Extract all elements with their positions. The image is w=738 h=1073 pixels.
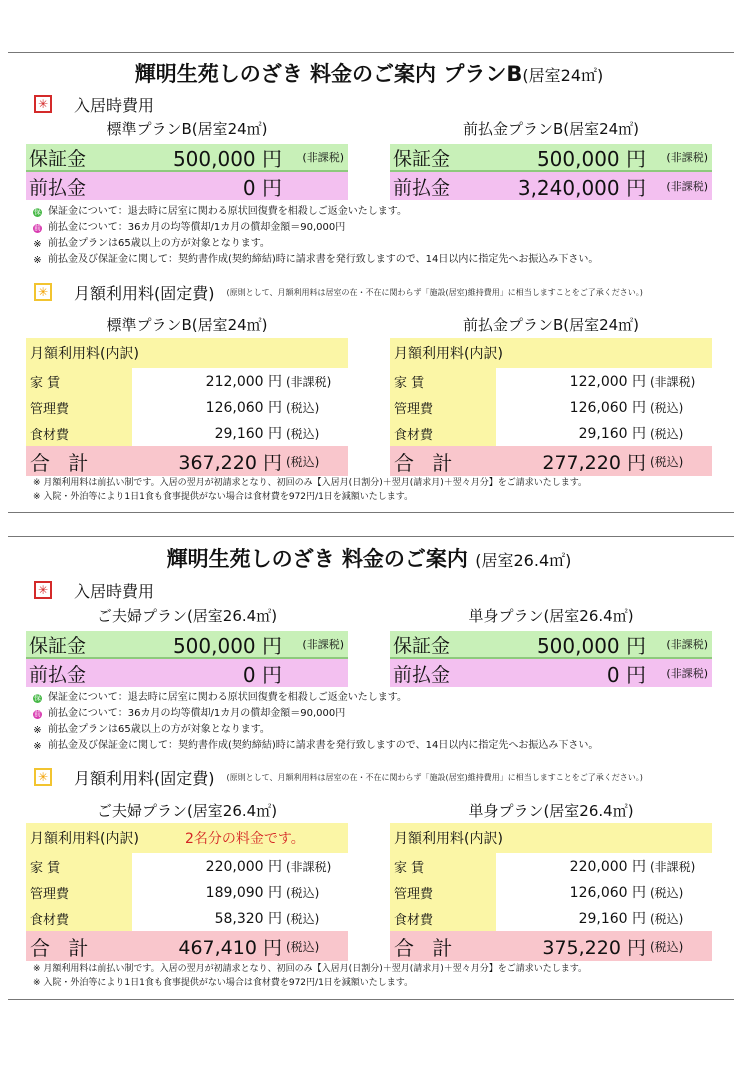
row-amount: 212,000 円 <box>205 374 282 390</box>
title-main: 輝明生苑しのざき 料金のご案内 プランB <box>134 62 523 86</box>
row-tax: (税込) <box>650 911 684 926</box>
monthly-header <box>390 823 712 853</box>
prepaid-row <box>390 659 712 687</box>
row-tax: (非課税) <box>666 180 708 193</box>
total-label: 合 計 <box>30 450 95 475</box>
table-row <box>390 420 712 446</box>
total-amount: 277,220 円 <box>542 451 646 474</box>
row-label: 管理費 <box>390 394 496 420</box>
footnote: ※ 月額利用料は前払い制です。入居の翌月が初請求となり、初回のみ【入居月(日割分)＋翌月(請求月)＋翌々月分】をご請求いたします。 <box>33 964 588 974</box>
heading-label: 月額利用料(固定費) <box>74 768 215 788</box>
row-tax: (非課税) <box>286 859 332 874</box>
divider <box>8 52 734 53</box>
header-label: 月額利用料(内訳) <box>394 831 503 847</box>
row-label: 保証金 <box>29 147 87 170</box>
table-row <box>390 394 712 420</box>
note-text: 前払金について：36カ月の均等償却/1カ月の償却金額＝90,000円 <box>48 222 346 233</box>
row-label: 家 賃 <box>26 853 132 879</box>
row-label: 家 賃 <box>390 368 496 394</box>
row-amount: 126,060 円 <box>569 400 646 416</box>
monthly-caption-left: 標準プランB(居室24㎡) <box>106 316 268 334</box>
row-amount: 500,000 円 <box>172 633 282 658</box>
plan-caption-left: 標準プランB(居室24㎡) <box>106 120 268 138</box>
row-tax: (税込) <box>286 885 320 900</box>
table-row <box>26 853 348 879</box>
total-amount: 375,220 円 <box>542 936 646 959</box>
total-amount: 467,410 円 <box>178 936 282 959</box>
row-label: 管理費 <box>26 394 132 420</box>
table-row <box>390 905 712 931</box>
row-label: 食材費 <box>390 420 496 446</box>
row-amount: 29,160 円 <box>578 426 646 442</box>
row-tax: (非課税) <box>650 859 696 874</box>
note-line <box>33 252 598 268</box>
deposit-row <box>390 631 712 659</box>
heading-note: (原則として、月額利用料は居室の在・不在に関わらず「施設(居室)維持費用」に相当しますことをご了承ください。) <box>226 772 643 782</box>
plan-caption-right: 単身プラン(居室26.4㎡) <box>468 607 634 625</box>
note-mark: ※ <box>33 724 42 736</box>
monthly-footnotes <box>33 962 587 990</box>
table-row <box>26 420 348 446</box>
row-label: 食材費 <box>26 905 132 931</box>
row-label: 家 賃 <box>26 368 132 394</box>
row-tax: (税込) <box>286 426 320 441</box>
heading-note: (原則として、月額利用料は居室の在・不在に関わらず「施設(居室)維持費用」に相当しますことをご了承ください。) <box>226 287 643 297</box>
note-line <box>33 220 598 236</box>
monthly-caption-right: 単身プラン(居室26.4㎡) <box>468 802 634 820</box>
note-line <box>33 236 598 252</box>
note-line <box>33 204 598 220</box>
note-text: 前払金プランは65歳以上の方が対象となります。 <box>48 238 270 249</box>
row-tax: (非課税) <box>302 151 344 164</box>
row-label: 前払金 <box>29 176 87 199</box>
row-amount: 189,090 円 <box>205 885 282 901</box>
title-sub: (居室24㎡) <box>522 66 604 85</box>
row-label: 食材費 <box>390 905 496 931</box>
divider <box>8 536 734 537</box>
asterisk-box-icon: ✳ <box>34 95 52 113</box>
entry-fee-table-left <box>26 631 348 687</box>
entry-fee-table-left <box>26 144 348 200</box>
total-row <box>390 931 712 961</box>
note-text: 保証金について：退去時に居室に関わる原状回復費を相殺しご返金いたします。 <box>48 206 407 217</box>
total-row <box>390 446 712 476</box>
total-row <box>26 931 348 961</box>
note-line <box>33 706 598 722</box>
row-amount: 500,000 円 <box>536 633 646 658</box>
note-line <box>33 690 598 706</box>
row-tax: (非課税) <box>302 638 344 651</box>
prepaid-mark-icon: 前 <box>34 223 41 232</box>
table-row <box>390 853 712 879</box>
row-amount: 0 円 <box>242 662 282 687</box>
heading-label: 月額利用料(固定費) <box>74 283 215 303</box>
table-row <box>26 905 348 931</box>
deposit-row <box>26 144 348 172</box>
total-label: 合 計 <box>394 935 459 960</box>
table-row <box>26 394 348 420</box>
monthly-fee-heading <box>34 281 643 303</box>
row-amount: 500,000 円 <box>172 146 282 171</box>
title-main: 輝明生苑しのざき 料金のご案内 <box>166 547 468 571</box>
row-label: 保証金 <box>29 634 87 657</box>
plan-caption-right: 前払金プランB(居室24㎡) <box>462 120 640 138</box>
row-tax: (非課税) <box>650 374 696 389</box>
monthly-header <box>26 338 348 368</box>
monthly-caption-left: ご夫婦プラン(居室26.4㎡) <box>96 802 278 820</box>
divider <box>8 999 734 1000</box>
row-label: 前払金 <box>393 663 451 686</box>
header-label: 月額利用料(内訳) <box>394 346 503 362</box>
row-amount: 3,240,000 円 <box>517 175 646 200</box>
table-row <box>26 368 348 394</box>
note-line <box>33 738 598 754</box>
row-tax: (非課税) <box>666 667 708 680</box>
title-sub: (居室26.4㎡) <box>475 551 572 570</box>
footnote: ※ 入院・外泊等により1日1食も食事提供がない場合は食材費を972円/1日を減額いたします。 <box>33 492 414 502</box>
total-row <box>26 446 348 476</box>
deposit-row <box>390 144 712 172</box>
footnote: ※ 入院・外泊等により1日1食も食事提供がない場合は食材費を972円/1日を減額いたします。 <box>33 978 414 988</box>
entry-fee-table-right <box>390 631 712 687</box>
monthly-table-right <box>390 822 712 961</box>
monthly-header <box>26 823 348 853</box>
section2-title <box>0 543 738 573</box>
row-amount: 122,000 円 <box>569 374 646 390</box>
row-amount: 126,060 円 <box>205 400 282 416</box>
note-text: 前払金及び保証金に関して：契約書作成(契約締結)時に請求書を発行致しますので、14日以内に指定先へお振込み下さい。 <box>48 254 599 265</box>
row-tax: (税込) <box>650 885 684 900</box>
row-amount: 0 円 <box>242 175 282 200</box>
header-highlight: 2名分の料金です。 <box>184 831 305 847</box>
prepaid-row <box>390 172 712 200</box>
note-line <box>33 722 598 738</box>
row-amount: 58,320 円 <box>214 911 282 927</box>
note-mark: ※ <box>33 740 42 752</box>
note-text: 前払金プランは65歳以上の方が対象となります。 <box>48 724 270 735</box>
heading-label: 入居時費用 <box>74 581 155 601</box>
total-tax: (税込) <box>286 454 320 469</box>
row-label: 食材費 <box>26 420 132 446</box>
row-amount: 500,000 円 <box>536 146 646 171</box>
table-row <box>390 879 712 905</box>
section1-title <box>0 58 738 88</box>
monthly-table-right <box>390 337 712 476</box>
header-label: 月額利用料(内訳) <box>30 346 139 362</box>
divider <box>8 512 734 513</box>
note-mark: ※ <box>33 238 42 250</box>
footnote: ※ 月額利用料は前払い制です。入居の翌月が初請求となり、初回のみ【入居月(日割分)＋翌月(請求月)＋翌々月分】をご請求いたします。 <box>33 478 588 488</box>
total-amount: 367,220 円 <box>178 451 282 474</box>
entry-notes <box>33 690 598 754</box>
row-tax: (税込) <box>286 400 320 415</box>
monthly-table-left <box>26 822 348 961</box>
row-label: 管理費 <box>26 879 132 905</box>
monthly-fee-heading <box>34 766 643 788</box>
note-text: 保証金について：退去時に居室に関わる原状回復費を相殺しご返金いたします。 <box>48 692 407 703</box>
entry-fee-table-right <box>390 144 712 200</box>
asterisk-box-icon: ✳ <box>34 768 52 786</box>
row-tax: (税込) <box>286 911 320 926</box>
total-label: 合 計 <box>394 450 459 475</box>
row-tax: (非課税) <box>286 374 332 389</box>
asterisk-box-icon: ✳ <box>34 581 52 599</box>
row-tax: (税込) <box>650 400 684 415</box>
row-amount: 29,160 円 <box>578 911 646 927</box>
prepaid-mark-icon: 前 <box>34 709 41 718</box>
prepaid-row <box>26 172 348 200</box>
monthly-caption-right: 前払金プランB(居室24㎡) <box>462 316 640 334</box>
note-mark: ※ <box>33 254 42 266</box>
row-label: 前払金 <box>29 663 87 686</box>
total-label: 合 計 <box>30 935 95 960</box>
row-label: 管理費 <box>390 879 496 905</box>
note-text: 前払金について：36カ月の均等償却/1カ月の償却金額＝90,000円 <box>48 708 346 719</box>
row-amount: 220,000 円 <box>205 859 282 875</box>
entry-notes <box>33 204 598 268</box>
row-tax: (税込) <box>650 426 684 441</box>
entry-fee-heading <box>34 579 154 601</box>
row-label: 保証金 <box>393 634 451 657</box>
row-tax: (非課税) <box>666 151 708 164</box>
total-tax: (税込) <box>286 939 320 954</box>
deposit-mark-icon: 保 <box>34 207 41 216</box>
row-label: 前払金 <box>393 176 451 199</box>
heading-label: 入居時費用 <box>74 95 155 115</box>
monthly-table-left <box>26 337 348 476</box>
row-label: 家 賃 <box>390 853 496 879</box>
table-row <box>26 879 348 905</box>
prepaid-row <box>26 659 348 687</box>
row-amount: 0 円 <box>606 662 646 687</box>
row-amount: 220,000 円 <box>569 859 646 875</box>
deposit-mark-icon: 保 <box>34 693 41 702</box>
note-text: 前払金及び保証金に関して：契約書作成(契約締結)時に請求書を発行致しますので、14日以内に指定先へお振込み下さい。 <box>48 740 599 751</box>
monthly-footnotes <box>33 476 587 504</box>
row-amount: 126,060 円 <box>569 885 646 901</box>
deposit-row <box>26 631 348 659</box>
row-label: 保証金 <box>393 147 451 170</box>
total-tax: (税込) <box>650 454 684 469</box>
total-tax: (税込) <box>650 939 684 954</box>
row-amount: 29,160 円 <box>214 426 282 442</box>
entry-fee-heading <box>34 93 154 115</box>
plan-caption-left: ご夫婦プラン(居室26.4㎡) <box>96 607 278 625</box>
monthly-header <box>390 338 712 368</box>
header-label: 月額利用料(内訳) <box>30 831 139 847</box>
asterisk-box-icon: ✳ <box>34 283 52 301</box>
row-tax: (非課税) <box>666 638 708 651</box>
table-row <box>390 368 712 394</box>
